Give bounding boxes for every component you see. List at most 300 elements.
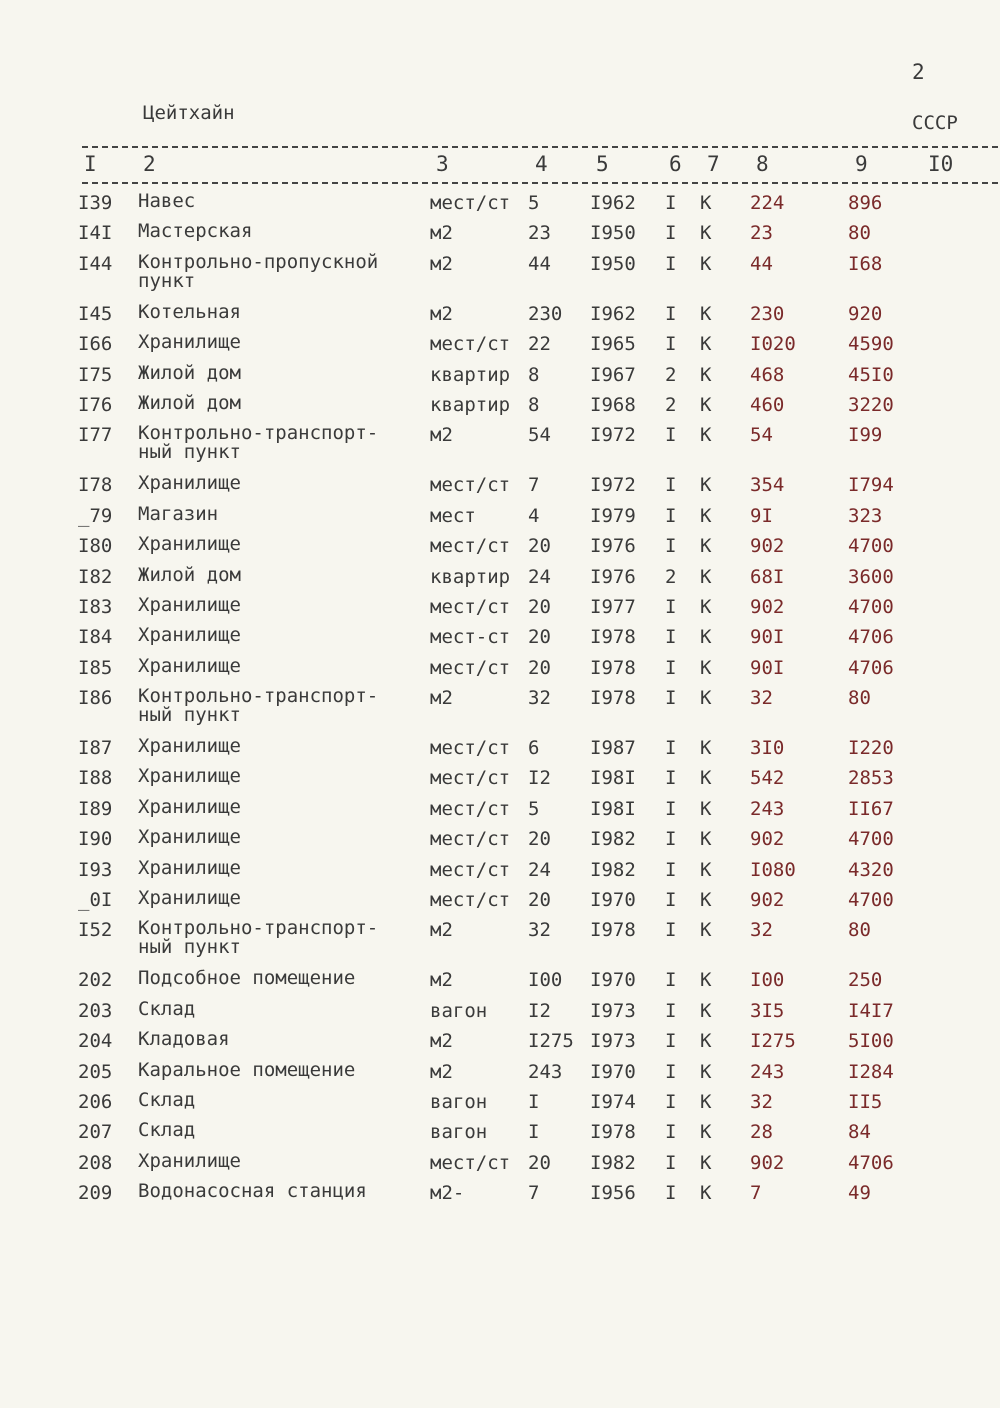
unit: вагон	[430, 1090, 488, 1113]
row-number: 204	[78, 1030, 113, 1053]
year: I978	[590, 687, 636, 710]
inventory-table	[0, 188, 1000, 1209]
object-name: Контрольно-транспорт-ный пункт	[138, 685, 379, 727]
unit: мест/ст	[430, 192, 511, 214]
year: I987	[590, 737, 636, 760]
column-7-value: К	[700, 1151, 712, 1174]
column-header-9: 9	[855, 152, 868, 176]
column-8-value: 354	[750, 474, 785, 497]
column-7-value: К	[700, 656, 712, 679]
quantity: I2	[528, 999, 551, 1022]
column-header-6: 6	[669, 152, 682, 176]
column-9-value: 4706	[848, 626, 894, 649]
column-6-value: 2	[665, 363, 677, 386]
year: I973	[590, 999, 636, 1022]
quantity: 8	[528, 363, 540, 386]
row-number: I75	[78, 363, 113, 386]
column-header-1: I	[84, 152, 97, 176]
column-7-value: К	[700, 969, 712, 992]
column-header-3: 3	[436, 152, 449, 176]
year: I982	[590, 858, 636, 881]
column-6-value: I	[665, 222, 677, 245]
quantity: 22	[528, 333, 551, 356]
row-number: I78	[78, 474, 113, 497]
column-7-value: К	[700, 626, 712, 649]
column-8-value: I275	[750, 1030, 796, 1053]
column-6-value: I	[665, 828, 677, 851]
year: I962	[590, 302, 636, 325]
column-9-value: 4700	[848, 828, 894, 851]
unit: м2	[430, 1060, 453, 1083]
column-6-value: 2	[665, 393, 677, 416]
column-header-10: I0	[928, 152, 954, 176]
column-7-value: К	[700, 565, 712, 588]
table-row	[0, 390, 1000, 420]
row-number: I85	[78, 656, 113, 679]
table-row	[0, 1087, 1000, 1117]
column-8-value: 468	[750, 363, 785, 386]
place-name: Цейтхайн	[143, 102, 235, 124]
column-9-value: 80	[848, 222, 871, 245]
object-name: Хранилище	[138, 654, 241, 677]
column-7-value: К	[700, 535, 712, 558]
column-9-value: 49	[848, 1182, 871, 1205]
column-8-value: 902	[750, 1151, 785, 1174]
unit: м2	[430, 919, 453, 942]
row-number: I93	[78, 858, 113, 881]
row-number: 207	[78, 1121, 113, 1144]
row-number: 205	[78, 1060, 113, 1083]
object-name: Склад	[138, 997, 196, 1020]
table-row	[0, 562, 1000, 592]
table-row	[0, 299, 1000, 329]
year: I98I	[590, 767, 636, 790]
quantity: 32	[528, 919, 551, 942]
column-8-value: 230	[750, 302, 785, 325]
column-7-value: К	[700, 393, 712, 416]
column-9-value: 4700	[848, 595, 894, 618]
column-7-value: К	[700, 595, 712, 618]
column-8-value: 54	[750, 424, 773, 447]
year: I978	[590, 1121, 636, 1144]
table-row	[0, 683, 1000, 733]
column-9-value: 4320	[848, 858, 894, 881]
quantity: 243	[528, 1060, 563, 1083]
column-9-value: 5I00	[848, 1030, 894, 1053]
column-9-value: 2853	[848, 767, 894, 790]
column-8-value: 3I5	[750, 999, 785, 1022]
object-name: Склад	[138, 1088, 196, 1111]
column-8-value: 243	[750, 1060, 785, 1083]
unit: м2-	[430, 1182, 465, 1205]
column-7-value: К	[700, 474, 712, 497]
column-7-value: К	[700, 999, 712, 1022]
quantity: 20	[528, 828, 551, 851]
column-9-value: 4700	[848, 889, 894, 912]
column-8-value: 224	[750, 192, 785, 214]
column-8-value: 7	[750, 1182, 762, 1205]
table-row	[0, 1117, 1000, 1147]
column-8-value: 32	[750, 919, 773, 942]
unit: вагон	[430, 1121, 488, 1144]
column-header-7: 7	[707, 152, 720, 176]
country-name: СССР	[912, 112, 958, 134]
row-number: _79	[78, 504, 113, 527]
year: I973	[590, 1030, 636, 1053]
row-number: 202	[78, 969, 113, 992]
quantity: 7	[528, 1182, 540, 1205]
column-8-value: 9I	[750, 504, 773, 527]
column-7-value: К	[700, 797, 712, 820]
column-6-value: I	[665, 797, 677, 820]
quantity: 230	[528, 302, 563, 325]
object-name: Хранилище	[138, 826, 241, 849]
column-8-value: 32	[750, 687, 773, 710]
object-name: Хранилище	[138, 856, 241, 879]
quantity: I2	[528, 767, 551, 790]
column-9-value: 80	[848, 687, 871, 710]
table-row	[0, 249, 1000, 299]
quantity: 24	[528, 858, 551, 881]
table-row	[0, 794, 1000, 824]
row-number: 206	[78, 1090, 113, 1113]
object-name: Магазин	[138, 502, 219, 525]
quantity: 54	[528, 424, 551, 447]
column-6-value: I	[665, 1121, 677, 1144]
object-name: Хранилище	[138, 1149, 241, 1172]
column-7-value: К	[700, 252, 712, 275]
column-header-2: 2	[143, 152, 156, 176]
column-9-value: I99	[848, 424, 883, 447]
column-7-value: К	[700, 919, 712, 942]
year: I98I	[590, 797, 636, 820]
year: I978	[590, 656, 636, 679]
column-6-value: I	[665, 252, 677, 275]
year: I976	[590, 535, 636, 558]
quantity: I	[528, 1090, 540, 1113]
year: I972	[590, 424, 636, 447]
year: I962	[590, 192, 636, 214]
column-9-value: 4706	[848, 1151, 894, 1174]
unit: мест/ст	[430, 656, 511, 679]
year: I978	[590, 626, 636, 649]
quantity: 24	[528, 565, 551, 588]
column-9-value: II5	[848, 1090, 883, 1113]
column-8-value: 90I	[750, 656, 785, 679]
row-number: I80	[78, 535, 113, 558]
page-number: 2	[912, 60, 925, 84]
column-header-4: 4	[535, 152, 548, 176]
table-row	[0, 733, 1000, 763]
unit: вагон	[430, 999, 488, 1022]
quantity: 44	[528, 252, 551, 275]
column-7-value: К	[700, 889, 712, 912]
column-6-value: I	[665, 737, 677, 760]
column-6-value: I	[665, 535, 677, 558]
object-name: Водонасосная станция	[138, 1180, 367, 1203]
column-7-value: К	[700, 828, 712, 851]
table-row	[0, 329, 1000, 359]
row-number: I45	[78, 302, 113, 325]
column-6-value: I	[665, 969, 677, 992]
table-row	[0, 531, 1000, 561]
object-name: Котельная	[138, 300, 241, 323]
column-6-value: I	[665, 858, 677, 881]
unit: мест/ст	[430, 737, 511, 760]
column-6-value: I	[665, 1090, 677, 1113]
object-name: Хранилище	[138, 331, 241, 354]
column-9-value: 3600	[848, 565, 894, 588]
unit: мест-ст	[430, 626, 511, 649]
column-7-value: К	[700, 1060, 712, 1083]
unit: квартир	[430, 393, 511, 416]
column-7-value: К	[700, 858, 712, 881]
object-name: Склад	[138, 1119, 196, 1142]
unit: мест/ст	[430, 535, 511, 558]
row-number: I90	[78, 828, 113, 851]
quantity: 20	[528, 1151, 551, 1174]
column-header-8: 8	[756, 152, 769, 176]
unit: мест/ст	[430, 474, 511, 497]
table-row	[0, 501, 1000, 531]
quantity: 7	[528, 474, 540, 497]
column-6-value: I	[665, 656, 677, 679]
table-row	[0, 1148, 1000, 1178]
table-row	[0, 188, 1000, 218]
column-9-value: 4700	[848, 535, 894, 558]
quantity: I	[528, 1121, 540, 1144]
object-name: Хранилище	[138, 533, 241, 556]
quantity: 20	[528, 626, 551, 649]
row-number: I83	[78, 595, 113, 618]
column-7-value: К	[700, 504, 712, 527]
column-6-value: I	[665, 889, 677, 912]
column-9-value: I794	[848, 474, 894, 497]
column-6-value: I	[665, 504, 677, 527]
object-name: Навес	[138, 190, 196, 212]
unit: мест/ст	[430, 333, 511, 356]
column-8-value: I00	[750, 969, 785, 992]
table-row	[0, 592, 1000, 622]
object-name: Каральное помещение	[138, 1058, 356, 1081]
year: I970	[590, 969, 636, 992]
column-6-value: I	[665, 1030, 677, 1053]
column-9-value: I4I7	[848, 999, 894, 1022]
object-name: Мастерская	[138, 220, 253, 243]
object-name: Контрольно-транспорт-ный пункт	[138, 422, 379, 464]
row-number: I52	[78, 919, 113, 942]
unit: мест/ст	[430, 595, 511, 618]
column-header-5: 5	[596, 152, 609, 176]
table-row	[0, 915, 1000, 965]
column-7-value: К	[700, 424, 712, 447]
quantity: I00	[528, 969, 563, 992]
column-6-value: I	[665, 687, 677, 710]
row-number: I89	[78, 797, 113, 820]
column-9-value: 80	[848, 919, 871, 942]
row-number: I76	[78, 393, 113, 416]
column-8-value: 902	[750, 535, 785, 558]
unit: мест/ст	[430, 889, 511, 912]
column-7-value: К	[700, 737, 712, 760]
column-6-value: I	[665, 626, 677, 649]
column-6-value: I	[665, 1151, 677, 1174]
unit: мест/ст	[430, 858, 511, 881]
quantity: 5	[528, 797, 540, 820]
year: I977	[590, 595, 636, 618]
object-name: Жилой дом	[138, 391, 241, 414]
quantity: 23	[528, 222, 551, 245]
object-name: Жилой дом	[138, 563, 241, 586]
column-8-value: 90I	[750, 626, 785, 649]
column-9-value: I68	[848, 252, 883, 275]
column-8-value: I080	[750, 858, 796, 881]
table-row	[0, 824, 1000, 854]
column-7-value: К	[700, 687, 712, 710]
quantity: 5	[528, 192, 540, 214]
object-name: Хранилище	[138, 765, 241, 788]
year: I950	[590, 252, 636, 275]
quantity: 8	[528, 393, 540, 416]
row-number: I39	[78, 192, 113, 214]
column-8-value: I020	[750, 333, 796, 356]
column-6-value: I	[665, 333, 677, 356]
column-9-value: I220	[848, 737, 894, 760]
object-name: Жилой дом	[138, 361, 241, 384]
table-row	[0, 653, 1000, 683]
table-row	[0, 996, 1000, 1026]
object-name: Хранилище	[138, 472, 241, 495]
unit: мест	[430, 504, 476, 527]
year: I956	[590, 1182, 636, 1205]
table-row	[0, 1026, 1000, 1056]
column-7-value: К	[700, 363, 712, 386]
column-7-value: К	[700, 302, 712, 325]
quantity: I275	[528, 1030, 574, 1053]
object-name: Хранилище	[138, 624, 241, 647]
column-6-value: I	[665, 595, 677, 618]
column-8-value: 902	[750, 595, 785, 618]
column-9-value: 4706	[848, 656, 894, 679]
column-8-value: 902	[750, 889, 785, 912]
table-row	[0, 1057, 1000, 1087]
table-row	[0, 218, 1000, 248]
year: I982	[590, 828, 636, 851]
column-8-value: 460	[750, 393, 785, 416]
column-9-value: 250	[848, 969, 883, 992]
row-number: 208	[78, 1151, 113, 1174]
column-6-value: I	[665, 999, 677, 1022]
column-8-value: 44	[750, 252, 773, 275]
quantity: 20	[528, 535, 551, 558]
column-7-value: К	[700, 192, 712, 214]
unit: м2	[430, 969, 453, 992]
year: I974	[590, 1090, 636, 1113]
header-rule-bottom	[82, 182, 998, 184]
column-8-value: 542	[750, 767, 785, 790]
row-number: I66	[78, 333, 113, 356]
column-6-value: I	[665, 767, 677, 790]
row-number: I4I	[78, 222, 113, 245]
column-6-value: I	[665, 302, 677, 325]
column-6-value: I	[665, 1060, 677, 1083]
row-number: I87	[78, 737, 113, 760]
row-number: I77	[78, 424, 113, 447]
unit: м2	[430, 1030, 453, 1053]
year: I950	[590, 222, 636, 245]
column-9-value: 45I0	[848, 363, 894, 386]
column-7-value: К	[700, 222, 712, 245]
object-name: Хранилище	[138, 593, 241, 616]
column-6-value: I	[665, 474, 677, 497]
row-number: 203	[78, 999, 113, 1022]
quantity: 20	[528, 889, 551, 912]
unit: м2	[430, 424, 453, 447]
unit: квартир	[430, 565, 511, 588]
column-6-value: I	[665, 919, 677, 942]
table-row	[0, 965, 1000, 995]
object-name: Хранилище	[138, 735, 241, 758]
column-8-value: 28	[750, 1121, 773, 1144]
column-9-value: 4590	[848, 333, 894, 356]
row-number: I44	[78, 252, 113, 275]
column-6-value: I	[665, 192, 677, 214]
unit: мест/ст	[430, 797, 511, 820]
object-name: Контрольно-транспорт-ный пункт	[138, 917, 379, 959]
column-8-value: 32	[750, 1090, 773, 1113]
object-name: Контрольно-пропускной пункт	[138, 250, 379, 292]
column-9-value: II67	[848, 797, 894, 820]
table-row	[0, 855, 1000, 885]
year: I982	[590, 1151, 636, 1174]
column-8-value: 243	[750, 797, 785, 820]
year: I970	[590, 889, 636, 912]
table-row	[0, 763, 1000, 793]
quantity: 4	[528, 504, 540, 527]
column-9-value: 84	[848, 1121, 871, 1144]
year: I965	[590, 333, 636, 356]
column-7-value: К	[700, 1030, 712, 1053]
unit: м2	[430, 302, 453, 325]
table-row	[0, 622, 1000, 652]
unit: мест/ст	[430, 828, 511, 851]
table-row	[0, 420, 1000, 470]
year: I972	[590, 474, 636, 497]
object-name: Кладовая	[138, 1028, 230, 1051]
object-name: Хранилище	[138, 887, 241, 910]
column-7-value: К	[700, 1182, 712, 1205]
quantity: 6	[528, 737, 540, 760]
table-row	[0, 1178, 1000, 1208]
column-9-value: 896	[848, 192, 883, 214]
header-rule-top	[82, 146, 998, 148]
column-8-value: 3I0	[750, 737, 785, 760]
table-row	[0, 470, 1000, 500]
quantity: 32	[528, 687, 551, 710]
unit: м2	[430, 252, 453, 275]
year: I967	[590, 363, 636, 386]
column-8-value: 68I	[750, 565, 785, 588]
unit: м2	[430, 222, 453, 245]
unit: м2	[430, 687, 453, 710]
column-9-value: 920	[848, 302, 883, 325]
year: I968	[590, 393, 636, 416]
column-8-value: 23	[750, 222, 773, 245]
column-8-value: 902	[750, 828, 785, 851]
year: I970	[590, 1060, 636, 1083]
column-9-value: I284	[848, 1060, 894, 1083]
object-name: Хранилище	[138, 795, 241, 818]
